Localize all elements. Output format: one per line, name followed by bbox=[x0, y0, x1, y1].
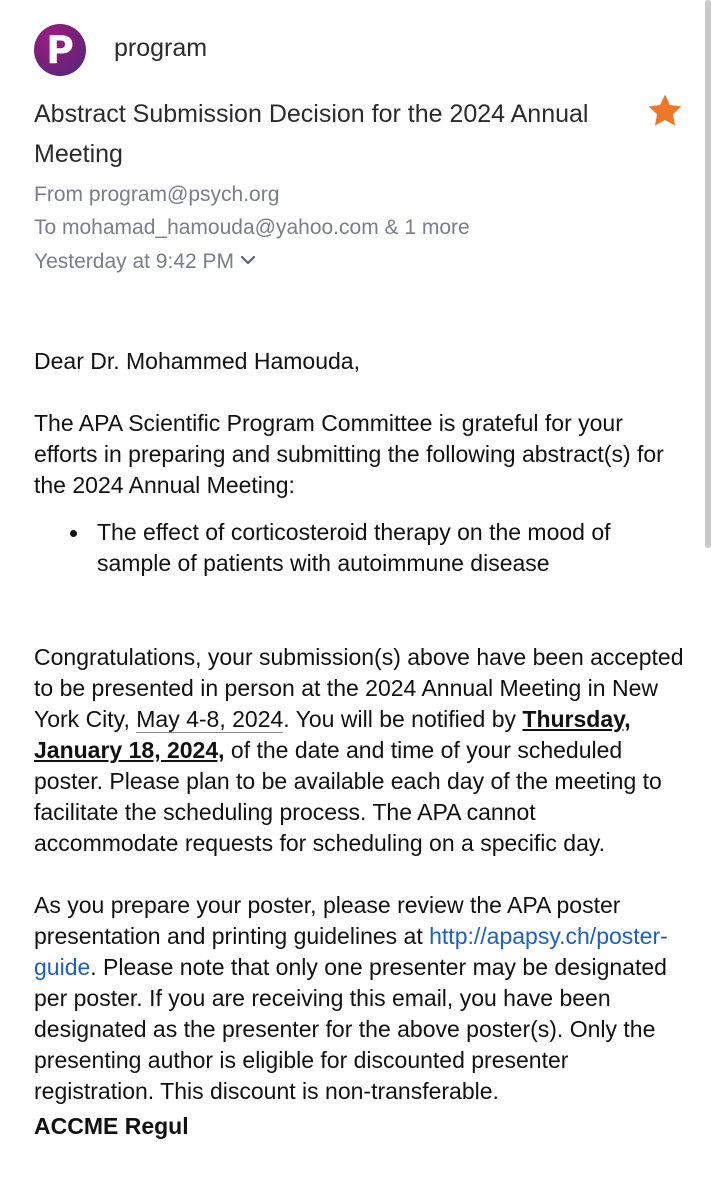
message-subject: Abstract Submission Decision for the 2024 Annual Meeting bbox=[34, 100, 589, 168]
to-line[interactable]: To mohamad_hamouda@yahoo.com & 1 more bbox=[34, 216, 470, 239]
poster-paragraph bbox=[34, 890, 684, 1107]
poster-text-2: . Please note that only one presenter may be designated per poster. If you are receiving this email, you have been designated as the presenter for the above poster(s). Only the presenting author is eligible for discounted presenter registration. This discount is non-transferable. bbox=[34, 954, 667, 1104]
from-line[interactable]: From program@psych.org bbox=[34, 183, 280, 206]
section-heading: ACCME Regul bbox=[34, 1113, 189, 1139]
sender-avatar[interactable]: P bbox=[34, 24, 86, 76]
meeting-dates-link[interactable]: May 4-8, 2024 bbox=[136, 706, 284, 732]
star-icon[interactable] bbox=[646, 92, 684, 130]
congrats-text-1: Congratulations, your submission(s) above have been accepted to be presented in person at the 2024 Annual Meeting in New York City, bbox=[34, 644, 684, 732]
list-item bbox=[97, 517, 684, 579]
abstract-list bbox=[34, 517, 684, 579]
sender-name[interactable]: program bbox=[114, 34, 208, 62]
date-line[interactable] bbox=[34, 250, 256, 274]
congrats-paragraph bbox=[34, 642, 684, 859]
notify-date[interactable]: Thursday, January 18, 2024, bbox=[34, 706, 631, 763]
poster-text-1: As you prepare your poster, please review the APA poster presentation and printing guidelines at bbox=[34, 892, 621, 949]
scrollbar[interactable] bbox=[705, 0, 711, 548]
intro-paragraph: The APA Scientific Program Committee is grateful for your efforts in preparing and submitting the following abstract(s) for the 2024 Annual Meeting: bbox=[34, 410, 664, 498]
abstract-title: The effect of corticosteroid therapy on the mood of sample of patients with autoimmune disease bbox=[97, 519, 611, 576]
bullet-icon bbox=[70, 530, 77, 537]
message-body bbox=[34, 346, 684, 1142]
congrats-text-3: of the date and time of your scheduled poster. Please plan to be available each day of the meeting to facilitate the scheduling process. The APA cannot accommodate requests for scheduling on a specific day. bbox=[34, 737, 662, 856]
message-header bbox=[0, 0, 715, 300]
greeting: Dear Dr. Mohammed Hamouda, bbox=[34, 348, 360, 374]
date-text: Yesterday at 9:42 PM bbox=[34, 250, 235, 273]
congrats-text-2: . You will be notified by bbox=[283, 706, 523, 732]
poster-guide-link[interactable]: http://apapsy.ch/poster-guide bbox=[34, 923, 668, 980]
chevron-down-icon[interactable] bbox=[240, 255, 256, 265]
